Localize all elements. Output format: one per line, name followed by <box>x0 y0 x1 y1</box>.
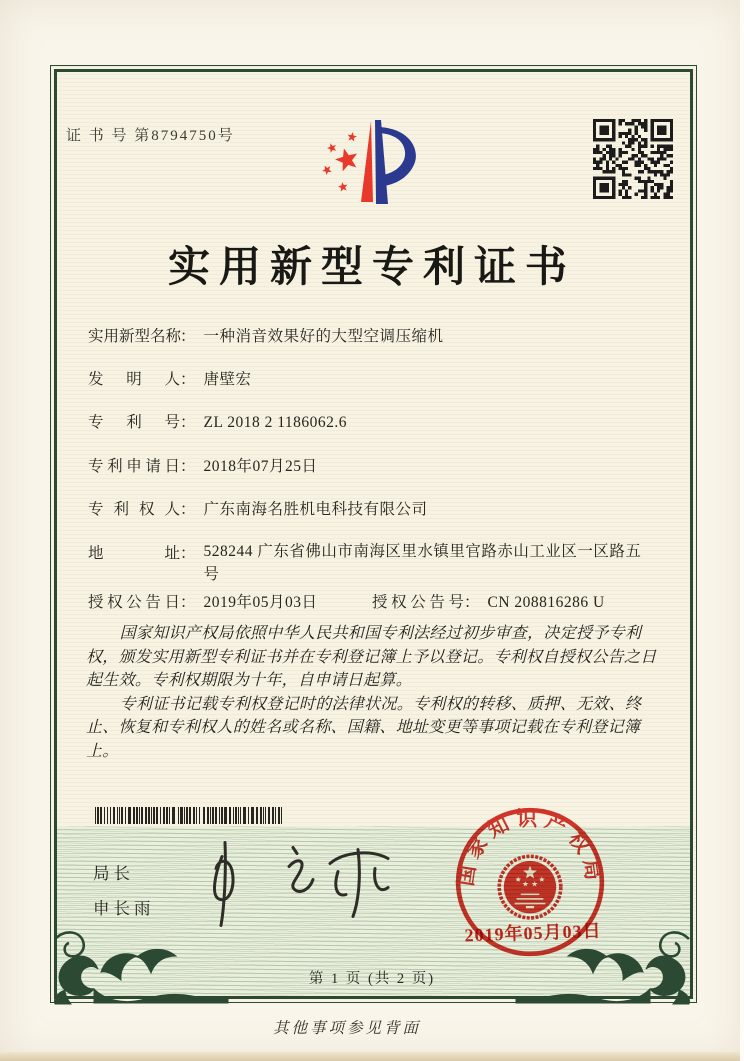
field-label: 专利权人 <box>88 501 180 518</box>
colon: ： <box>464 594 480 611</box>
cnipa-logo-icon <box>316 117 422 209</box>
field-label: 专利号 <box>88 414 180 431</box>
colon: ： <box>180 545 196 562</box>
field-value: 广东南海名胜机电科技有限公司 <box>203 501 428 518</box>
field-label: 授权公告日 <box>88 594 180 611</box>
field-row-address <box>88 541 656 586</box>
seal-ring-text: 国家知识产权局 <box>455 808 605 888</box>
scan-edge-bottom <box>0 1052 744 1061</box>
scan-edge-right <box>740 0 744 1061</box>
page-number: 第 1 页 (共 2 页) <box>308 971 436 987</box>
colon: ： <box>180 501 196 518</box>
seal-date: 2019年05月03日 <box>464 920 602 946</box>
field-row-name <box>88 324 444 346</box>
legal-paragraph-2: 专利证书记载专利权登记时的法律状况。专利权的转移、质押、无效、终止、恢复和专利权人的姓名或名称、国籍、地址变更等事项记载在专利登记簿上。 <box>86 695 642 760</box>
legal-text <box>86 622 662 763</box>
colon: ： <box>180 328 196 345</box>
grant-number-pair <box>372 590 605 612</box>
field-label: 发明人 <box>88 371 180 388</box>
field-label: 地址 <box>88 545 180 562</box>
corner-ornament-left-icon <box>49 927 229 1005</box>
signer-title: 局长 <box>93 864 134 883</box>
legal-paragraph-1: 国家知识产权局依照中华人民共和国专利法经过初步审查，决定授予专利权，颁发实用新型专利证书并在专利登记簿上予以登记。专利权自授权公告之日起生效。专利权期限为十年，自申请日起算。 <box>86 625 657 689</box>
grant-number-value: CN 208816286 U <box>487 594 605 611</box>
field-row-grant <box>88 590 605 612</box>
field-row-inventor <box>88 367 252 389</box>
field-row-filing-date <box>88 454 318 476</box>
field-label: 实用新型名称 <box>88 328 182 345</box>
field-label: 授权公告号 <box>372 594 464 611</box>
qr-code <box>593 119 673 199</box>
signature-shen-changyu <box>192 836 402 932</box>
field-row-patent-number <box>88 410 347 432</box>
colon: ： <box>180 594 196 611</box>
national-emblem-icon <box>499 856 561 918</box>
field-value: 唐壁宏 <box>203 371 252 388</box>
colon: ： <box>180 371 196 388</box>
field-value: ZL 2018 2 1186062.6 <box>203 414 348 431</box>
field-label: 专利申请日 <box>88 458 180 475</box>
signer-name: 申长雨 <box>93 899 155 918</box>
field-row-patentee <box>88 497 428 519</box>
colon: ： <box>180 458 196 475</box>
barcode <box>95 807 285 824</box>
back-side-note: 其他事项参见背面 <box>272 1020 421 1037</box>
field-value: 一种消音效果好的大型空调压缩机 <box>203 328 444 345</box>
field-value: 528244 广东省佛山市南海区里水镇里官路赤山工业区一区路五号 <box>203 543 642 583</box>
grant-date-value: 2019年05月03日 <box>203 594 318 611</box>
field-value: 2018年07月25日 <box>203 458 318 475</box>
certificate-title: 实用新型专利证书 <box>167 245 576 291</box>
certificate-number: 证 书 号 第8794750号 <box>66 128 235 144</box>
signer-block <box>93 860 155 930</box>
colon: ： <box>180 414 196 431</box>
